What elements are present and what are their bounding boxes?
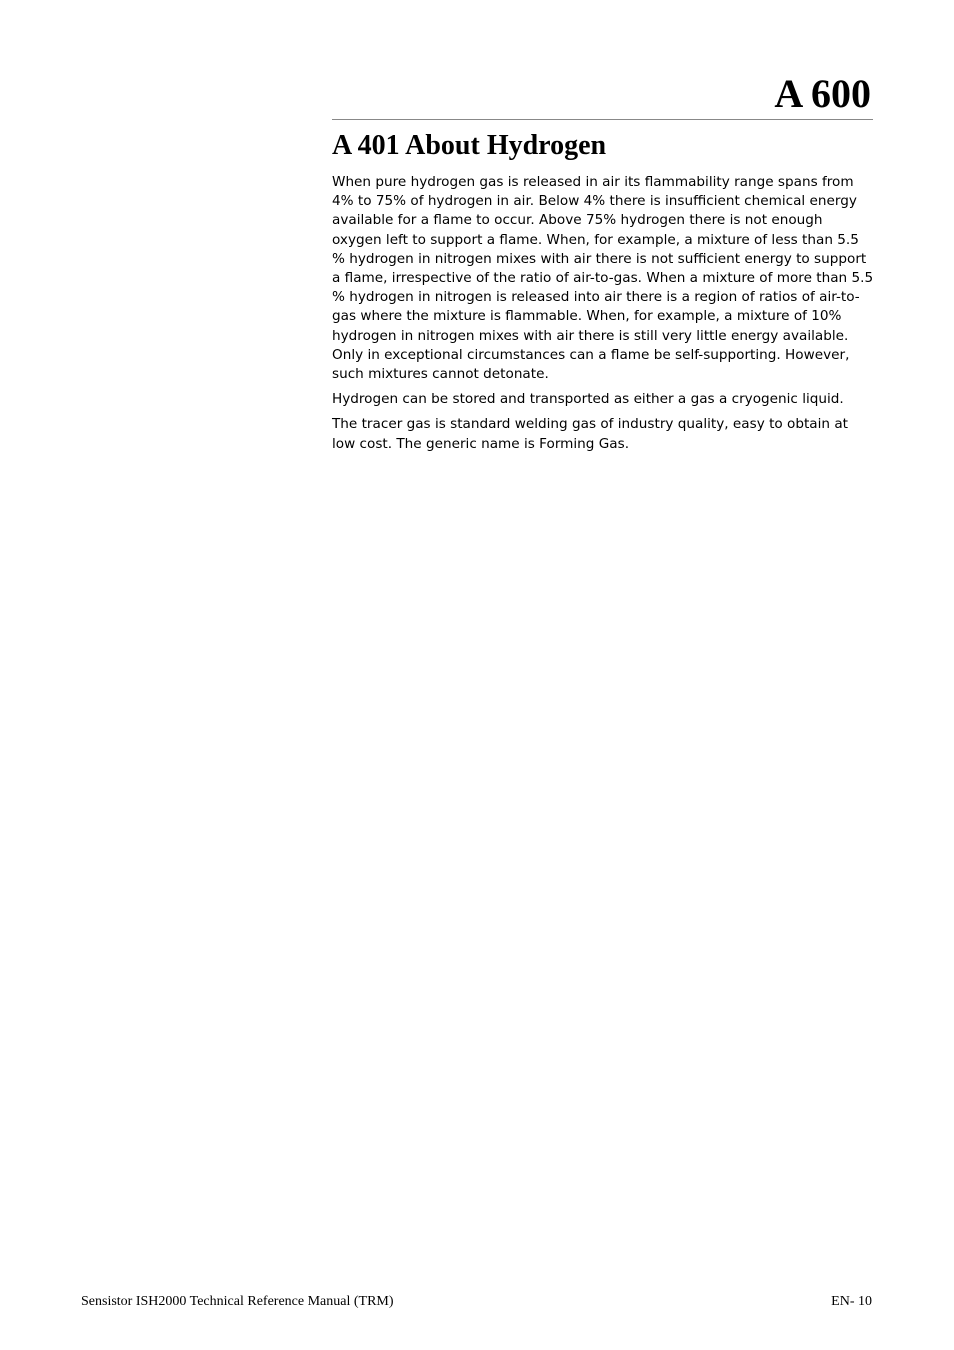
footer-manual-title: Sensistor ISH2000 Technical Reference Manual (TRM) xyxy=(81,1294,394,1309)
paragraph: When pure hydrogen gas is released in air its flammability range spans from 4% to 75% of hydrogen in air. Below 4% there is insufficient chemical energy available for a flame to occur. Above 75% hydrogen there is not enough oxygen left to support a flame. When, for example, a mixture of less than 5.5 % hydrogen in nitrogen mixes with air there is not sufficient energy to support a flame, irrespective of the ratio of air-to-gas. When a mixture of more than 5.5 % hydrogen in nitrogen is released into air there is a region of ratios of air-to-gas where the mixture is flammable. When, for example, a mixture of 10% hydrogen in nitrogen mixes with air there is still very little energy available. Only in exceptional circumstances can a flame be self-supporting. However, such mixtures cannot detonate. xyxy=(332,174,874,383)
chapter-title: A 600 xyxy=(774,71,871,116)
section-title: A 401 About Hydrogen xyxy=(332,130,607,161)
paragraph: The tracer gas is standard welding gas of industry quality, easy to obtain at low cost. The generic name is Forming Gas. xyxy=(332,416,849,452)
header-divider xyxy=(332,119,873,120)
footer-page-number: EN- 10 xyxy=(831,1294,872,1309)
paragraph: Hydrogen can be stored and transported as either a gas a cryogenic liquid. xyxy=(332,391,844,408)
section-body xyxy=(332,173,874,460)
